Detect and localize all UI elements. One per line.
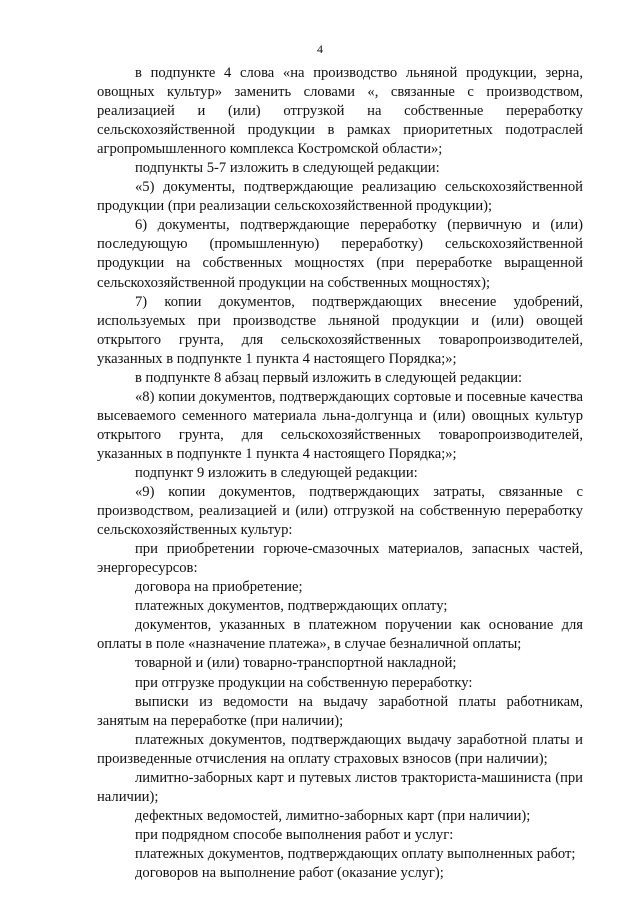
- paragraph-subitem-4-amendment: в подпункте 4 слова «на производство льняной продукции, зерна, овощных культур» заменить словами «, связанные с производством, реализацией и (или) отгрузкой на собственные переработку сельскохозяйственной продукции в рамках приоритетных подотраслей агропромышленного комплекса Костромской области»;: [97, 65, 583, 158]
- paragraph-work-contracts: договоров на выполнение работ (оказание услуг);: [135, 864, 444, 881]
- paragraph-payment-documents: платежных документов, подтверждающих оплату;: [135, 598, 448, 615]
- paragraph-payment-basis-documents: документов, указанных в платежном поручении как основание для оплаты в поле «назначение платежа», в случае безналичной оплаты;: [97, 617, 583, 653]
- paragraph-subitems-5-7-intro: подпункты 5-7 изложить в следующей редакции:: [135, 160, 440, 177]
- paragraph-subitem-8-intro: в подпункте 8 абзац первый изложить в следующей редакции:: [135, 369, 523, 386]
- paragraph-payroll-extract: выписки из ведомости на выдачу заработной платы работникам, занятым на переработке (при наличии);: [97, 693, 583, 729]
- paragraph-work-payment-documents: платежных документов, подтверждающих оплату выполненных работ;: [135, 845, 576, 862]
- paragraph-item-8: «8) копии документов, подтверждающих сортовые и посевные качества высеваемого семенного материала льна-долгунца и (или) овощных культур открытого грунта, для сельскохозяйственных товаропроизводителей, указанных в подпункте 1 пункта 4 настоящего Порядка;»;: [97, 388, 583, 462]
- paragraph-purchase-contract: договора на приобретение;: [135, 579, 303, 596]
- document-body: [97, 64, 583, 883]
- paragraph-subitem-9-intro: подпункт 9 изложить в следующей редакции:: [135, 464, 418, 481]
- paragraph-shipment-processing: при отгрузке продукции на собственную переработку:: [135, 674, 473, 691]
- paragraph-limit-cards-waybills: лимитно-заборных карт и путевых листов тракториста-машиниста (при наличии);: [97, 769, 583, 805]
- paragraph-defect-statements: дефектных ведомостей, лимитно-заборных карт (при наличии);: [135, 807, 531, 824]
- page-number: 4: [317, 42, 323, 56]
- paragraph-fuel-purchase: при приобретении горюче-смазочных материалов, запасных частей, энергоресурсов:: [97, 541, 583, 577]
- paragraph-item-7: 7) копии документов, подтверждающих внесение удобрений, используемых при производстве льняной продукции и (или) овощей открытого грунта, для сельскохозяйственных товаропроизводителей, указанных в подпункте 1 пункта 4 настоящего Порядка;»;: [97, 293, 583, 367]
- paragraph-waybill: товарной и (или) товарно-транспортной накладной;: [135, 655, 457, 672]
- paragraph-salary-payment-documents: платежных документов, подтверждающих выдачу заработной платы и произведенные отчисления на оплату страховых взносов (при наличии);: [97, 731, 583, 767]
- paragraph-item-5: «5) документы, подтверждающие реализацию сельскохозяйственной продукции (при реализации сельскохозяйственной продукции);: [97, 179, 583, 215]
- paragraph-item-9: «9) копии документов, подтверждающих затраты, связанные с производством, реализацией и (или) отгрузкой на собственную переработку сельскохозяйственных культур:: [97, 484, 583, 539]
- paragraph-contract-method: при подрядном способе выполнения работ и услуг:: [135, 826, 454, 843]
- paragraph-item-6: 6) документы, подтверждающие переработку (первичную и (или) последующую (промышленную) переработку) сельскохозяйственной продукции на собственных мощностях (при переработке выращенной сельскохозяйственной продукции на собственных мощностях);: [97, 217, 583, 291]
